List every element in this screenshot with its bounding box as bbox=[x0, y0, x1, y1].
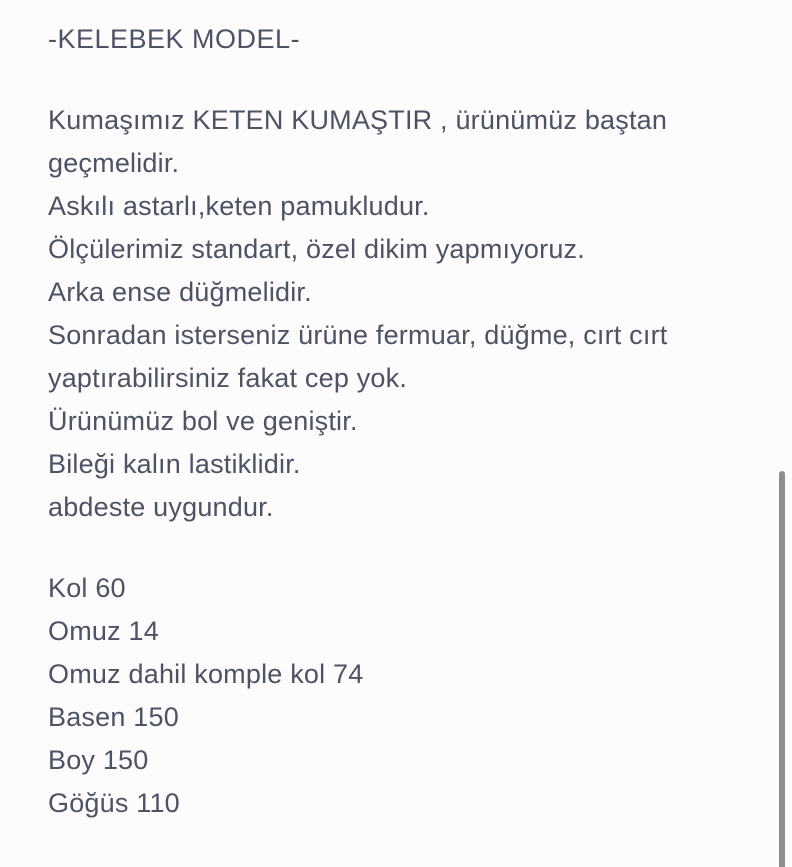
description-paragraph bbox=[48, 99, 752, 529]
page-title: -KELEBEK MODEL- bbox=[48, 24, 301, 54]
measurement-line: Boy 150 bbox=[48, 745, 149, 775]
description-line: Arka ense düğmelidir. bbox=[48, 277, 312, 307]
description-line: Ölçülerimiz standart, özel dikim yapmıyoruz. bbox=[48, 234, 585, 264]
description-line: geçmelidir. bbox=[48, 148, 180, 178]
description-line: abdeste uygundur. bbox=[48, 492, 274, 522]
description-line: yaptırabilirsiniz fakat cep yok. bbox=[48, 363, 408, 393]
measurement-line: Basen 150 bbox=[48, 702, 179, 732]
measurement-line: Omuz dahil komple kol 74 bbox=[48, 659, 364, 689]
description-line: Kumaşımız KETEN KUMAŞTIR , ürünümüz baştan bbox=[48, 105, 668, 135]
measurement-line: Kol 60 bbox=[48, 573, 126, 603]
description-line: Sonradan isterseniz ürüne fermuar, düğme, cırt cırt bbox=[48, 320, 668, 350]
measurement-line: Omuz 14 bbox=[48, 616, 159, 646]
measurement-line: Göğüs 110 bbox=[48, 788, 180, 818]
description-line: Askılı astarlı,keten pamukludur. bbox=[48, 191, 430, 221]
description-line: Bileği kalın lastiklidir. bbox=[48, 449, 301, 479]
description-line: Ürünümüz bol ve geniştir. bbox=[48, 406, 358, 436]
vertical-scrollbar-thumb[interactable] bbox=[779, 471, 785, 867]
measurements-list bbox=[48, 567, 752, 825]
